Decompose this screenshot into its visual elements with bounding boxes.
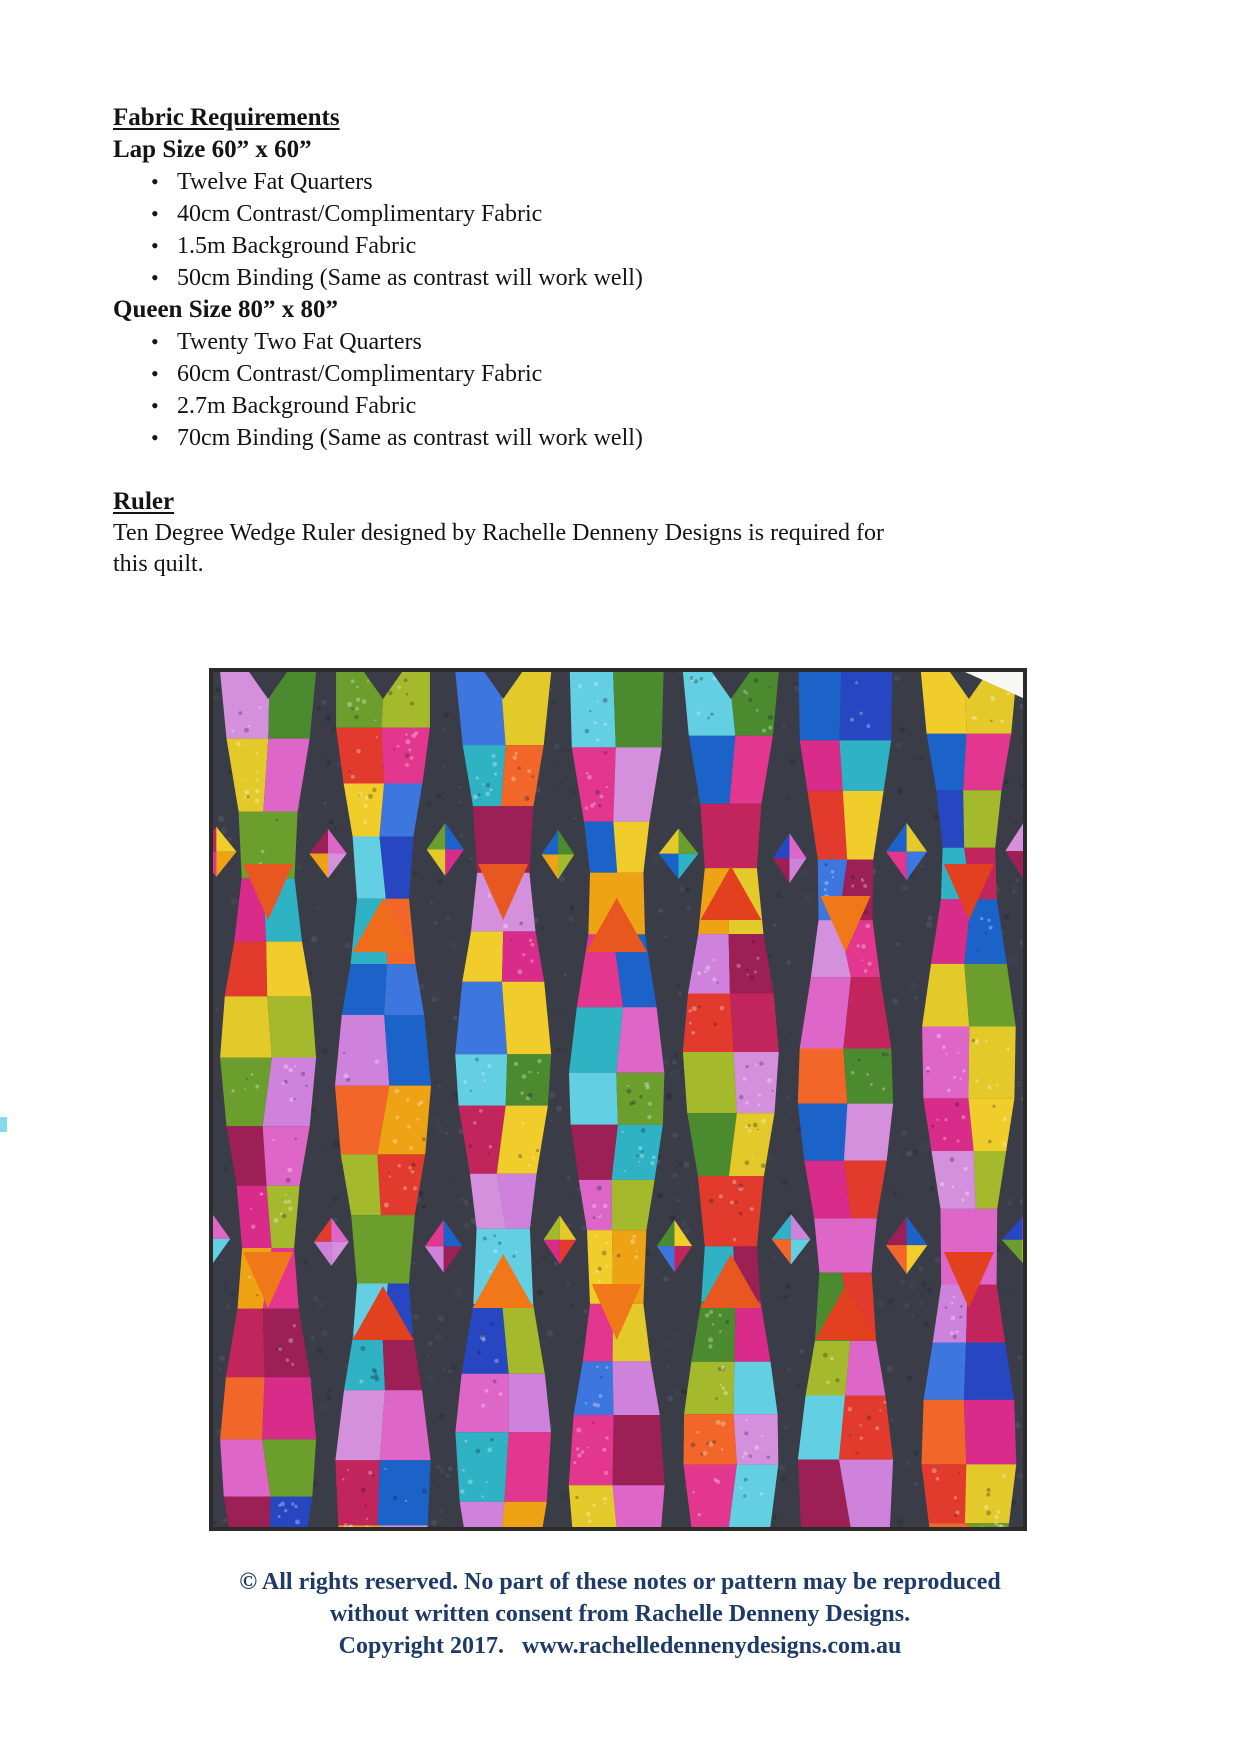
spacer (113, 454, 1123, 486)
lap-size-list (113, 166, 1123, 294)
list-item: • Twelve Fat Quarters (113, 166, 1123, 198)
copyright-line: without written consent from Rachelle Denneny Designs. (329, 1601, 911, 1627)
copyright-line: Copyright 2017. www.rachelledennenydesigns.com.au (338, 1633, 902, 1659)
fabric-requirements-section (113, 102, 1123, 580)
ruler-title: Ruler (113, 488, 175, 515)
list-item: • 1.5m Background Fabric (113, 230, 1123, 262)
fabric-requirements-title: Fabric Requirements (113, 104, 340, 131)
queen-size-heading: Queen Size 80” x 80” (113, 296, 338, 323)
list-item: • 2.7m Background Fabric (113, 390, 1123, 422)
lap-size-heading: Lap Size 60” x 60” (113, 136, 312, 163)
quilt-photo (209, 668, 1027, 1531)
queen-size-list (113, 326, 1123, 454)
list-item: • 50cm Binding (Same as contrast will work well) (113, 262, 1123, 294)
copyright-footer (0, 1566, 1240, 1662)
ruler-paragraph (113, 518, 1123, 580)
list-item: • 40cm Contrast/Complimentary Fabric (113, 198, 1123, 230)
list-item: • 60cm Contrast/Complimentary Fabric (113, 358, 1123, 390)
ruler-paragraph-line: this quilt. (113, 551, 204, 577)
scan-artifact (0, 1117, 7, 1132)
list-item: • 70cm Binding (Same as contrast will work well) (113, 422, 1123, 454)
copyright-line: © All rights reserved. No part of these notes or pattern may be reproduced (239, 1569, 1001, 1595)
list-item: • Twenty Two Fat Quarters (113, 326, 1123, 358)
ruler-paragraph-line: Ten Degree Wedge Ruler designed by Rachelle Denneny Designs is required for (113, 520, 885, 546)
